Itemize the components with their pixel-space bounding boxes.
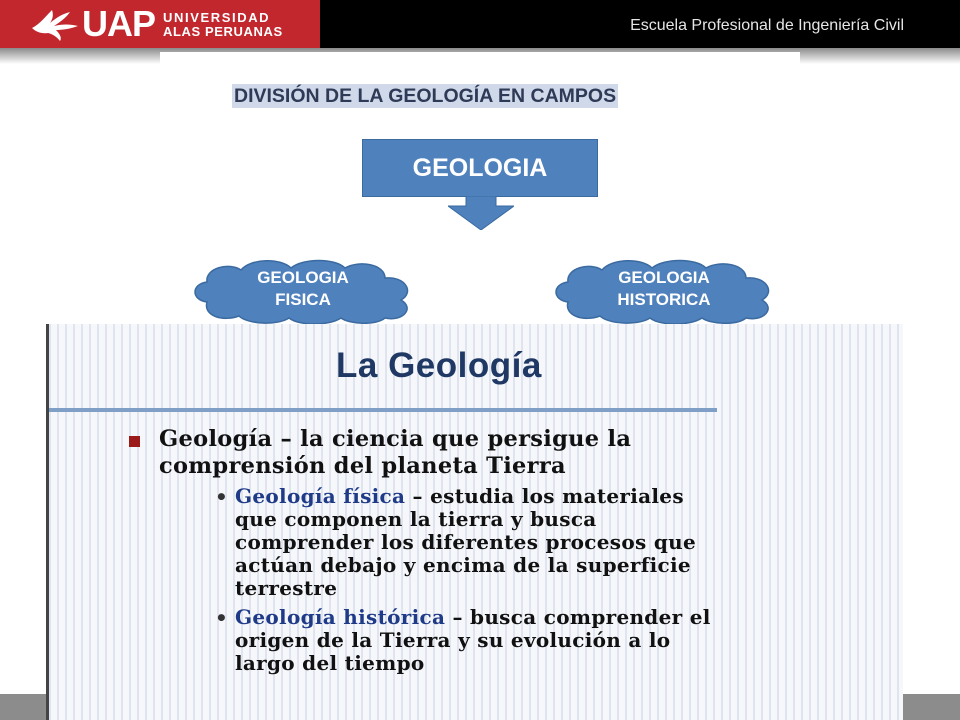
slide-heading: La Geología (336, 346, 542, 385)
university-logo (0, 0, 320, 48)
diagram-title: DIVISIÓN DE LA GEOLOGÍA EN CAMPOS (234, 85, 617, 107)
logo-alas-peruanas-text: ALAS PERUANAS (163, 24, 283, 39)
logo-uap-text: UAP (82, 3, 156, 44)
sub1-line5: terrestre (235, 576, 338, 600)
cloud-historica-line2: HISTORICA (617, 290, 711, 309)
geologia-root-box: GEOLOGIA (362, 139, 598, 197)
sub1-line3: comprender los diferentes procesos que (235, 530, 696, 554)
heading-divider (49, 408, 717, 412)
main-bullet-line2: comprensión del planeta Tierra (159, 453, 566, 479)
sub1-line1 (235, 485, 684, 508)
cloud-fisica-line1: GEOLOGIA (257, 268, 349, 287)
sub1-line4: actúan debajo y encima de la superficie (235, 553, 691, 577)
sub1-term: Geología física (235, 484, 406, 508)
sub2-term: Geología histórica (235, 605, 446, 629)
logo-university-text: UNIVERSIDAD (163, 10, 271, 25)
sub1-line2: que componen la tierra y busca (235, 507, 597, 531)
sub2-line1 (235, 606, 711, 629)
school-name: Escuela Profesional de Ingeniería Civil (630, 17, 904, 34)
main-bullet-line1: Geología – la ciencia que persigue la (159, 426, 632, 452)
square-bullet-icon (129, 436, 140, 447)
header-bar (0, 0, 960, 48)
cloud-historica-line1: GEOLOGIA (618, 268, 710, 287)
down-arrow-icon (448, 196, 514, 230)
text-slide-panel (46, 324, 903, 720)
sub-bullet-dot: • (215, 606, 228, 630)
cloud-geologia-fisica (189, 258, 417, 324)
sub2-line1-rest: – busca comprender el (445, 605, 711, 629)
cloud-geologia-historica (550, 258, 778, 324)
bird-logo-icon (30, 6, 80, 42)
sub2-line3: largo del tiempo (235, 651, 425, 675)
sub1-line1-rest: – estudia los materiales (405, 484, 684, 508)
sub2-line2: origen de la Tierra y su evolución a lo (235, 628, 671, 652)
cloud-fisica-line2: FISICA (275, 290, 331, 309)
sub-bullet-dot: • (215, 485, 228, 509)
